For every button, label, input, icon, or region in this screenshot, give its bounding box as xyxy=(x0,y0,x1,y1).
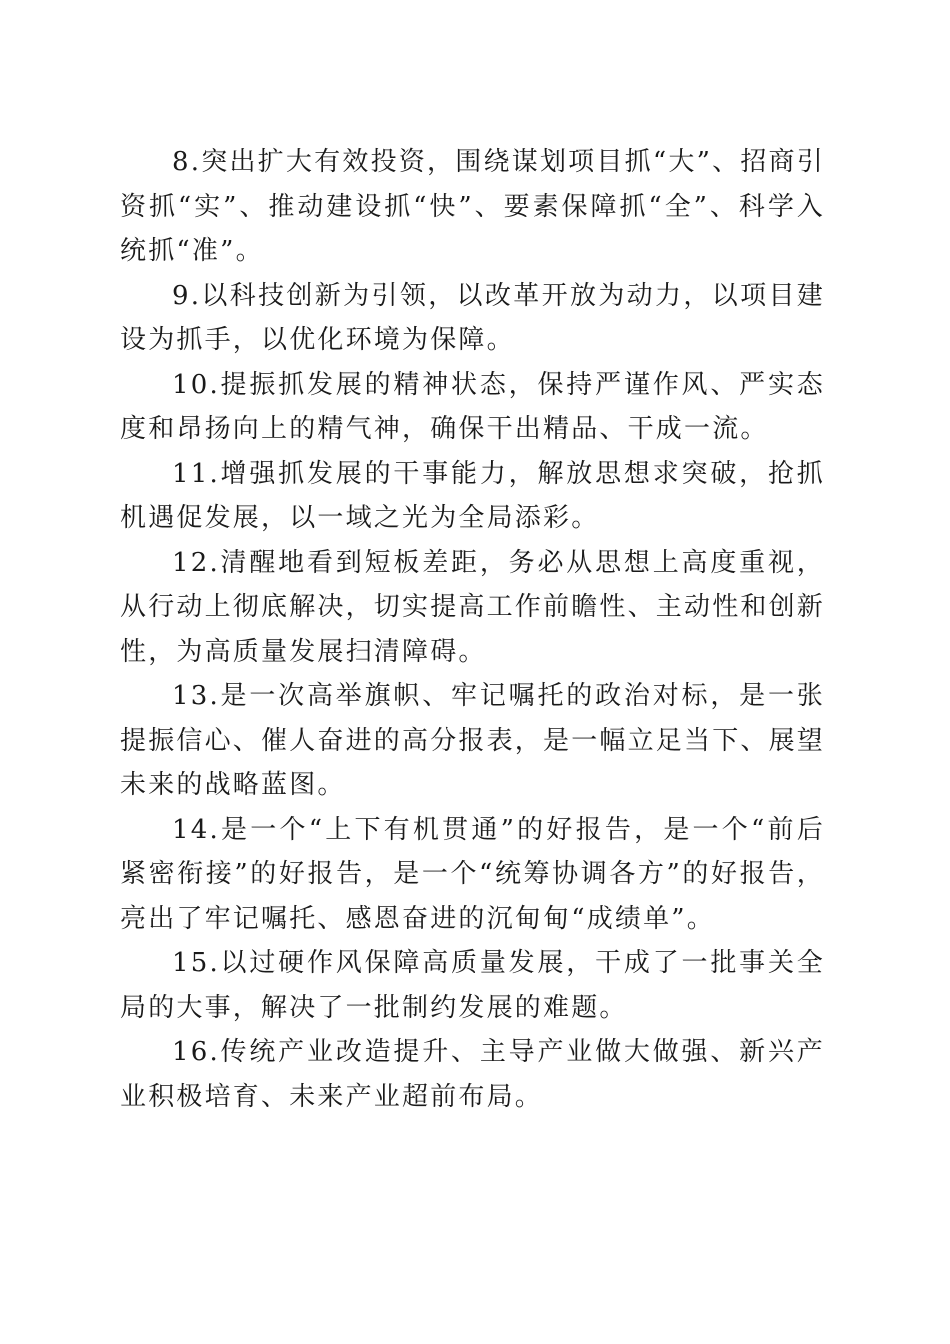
paragraph-8: 8.突出扩大有效投资，围绕谋划项目抓“大”、招商引资抓“实”、推动建设抓“快”、要素保障抓“全”、科学入统抓“准”。 xyxy=(120,147,825,266)
paragraph-13: 13.是一次高举旗帜、牢记嘱托的政治对标，是一张提振信心、催人奋进的高分报表，是一幅立足当下、展望未来的战略蓝图。 xyxy=(120,681,826,800)
paragraph-12: 12.清醒地看到短板差距，务必从思想上高度重视，从行动上彻底解决，切实提高工作前瞻性、主动性和创新性，为高质量发展扫清障碍。 xyxy=(120,547,826,667)
document-body xyxy=(120,140,825,1119)
paragraph-11: 11.增强抓发展的干事能力，解放思想求突破，抢抓机遇促发展，以一域之光为全局添彩。 xyxy=(120,458,825,533)
paragraph-14: 14.是一个“上下有机贯通”的好报告，是一个“前后紧密衔接”的好报告，是一个“统筹协调各方”的好报告，亮出了牢记嘱托、感恩奋进的沉甸甸“成绩单”。 xyxy=(120,814,825,934)
paragraph-10: 10.提振抓发展的精神状态，保持严谨作风、严实态度和昂扬向上的精气神，确保干出精品、干成一流。 xyxy=(120,369,825,444)
paragraph-16: 16.传统产业改造提升、主导产业做大做强、新兴产业积极培育、未来产业超前布局。 xyxy=(120,1037,825,1112)
paragraph-15: 15.以过硬作风保障高质量发展，干成了一批事关全局的大事，解决了一批制约发展的难题。 xyxy=(120,948,825,1023)
paragraph-9: 9.以科技创新为引领，以改革开放为动力，以项目建设为抓手，以优化环境为保障。 xyxy=(120,280,825,355)
